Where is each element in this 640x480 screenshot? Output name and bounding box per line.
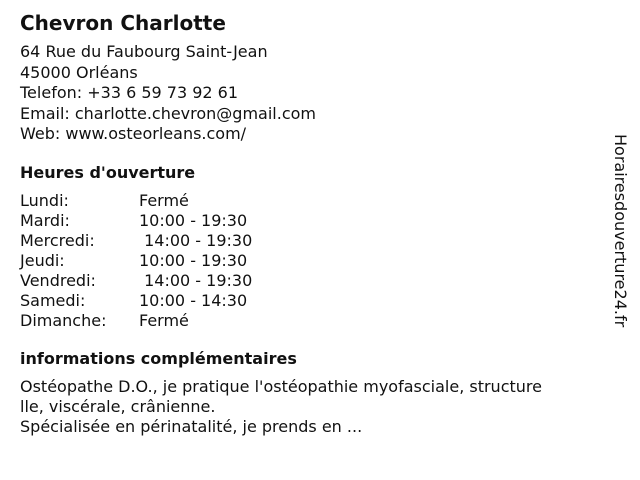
- hours-row-monday: [20, 191, 600, 211]
- business-card: [20, 10, 600, 437]
- hours-value: Fermé: [139, 310, 189, 330]
- hours-value: Fermé: [139, 190, 189, 210]
- additional-info-title: informations complémentaires: [20, 348, 297, 368]
- hours-row-sunday: [20, 311, 600, 331]
- hours-value: 10:00 - 14:30: [139, 290, 248, 310]
- day-label: Samedi:: [20, 290, 86, 310]
- day-label: Dimanche:: [20, 310, 107, 330]
- hours-value: 14:00 - 19:30: [139, 270, 253, 290]
- info-line-3: Spécialisée en périnatalité, je prends en ...: [20, 416, 363, 436]
- hours-row-friday: [20, 271, 600, 291]
- hours-value: 10:00 - 19:30: [139, 210, 248, 230]
- address-line-2: 45000 Orléans: [20, 62, 138, 82]
- site-watermark: Horairesdouverture24.fr: [611, 134, 630, 328]
- day-label: Lundi:: [20, 190, 69, 210]
- additional-info-text: [20, 377, 595, 437]
- hours-row-wednesday: [20, 231, 600, 251]
- phone-line[interactable]: Telefon: +33 6 59 73 92 61: [20, 83, 239, 102]
- info-line-1: Ostéopathe D.O., je pratique l'ostéopathie myofasciale, structure: [20, 376, 542, 396]
- info-line-2: lle, viscérale, crânienne.: [20, 396, 216, 416]
- opening-hours-title: Heures d'ouverture: [20, 162, 196, 182]
- address-line-1: 64 Rue du Faubourg Saint-Jean: [20, 42, 268, 61]
- email-line[interactable]: Email: charlotte.chevron@gmail.com: [20, 103, 316, 123]
- hours-value: 10:00 - 19:30: [139, 250, 248, 270]
- day-label: Jeudi:: [20, 250, 65, 270]
- day-label: Mercredi:: [20, 230, 95, 250]
- contact-block: [20, 42, 600, 145]
- website-line[interactable]: Web: www.osteorleans.com/: [20, 124, 247, 143]
- opening-hours-table: [20, 191, 600, 331]
- hours-value: 14:00 - 19:30: [139, 230, 253, 250]
- business-name: Chevron Charlotte: [20, 11, 226, 35]
- hours-row-saturday: [20, 291, 600, 311]
- hours-row-thursday: [20, 251, 600, 271]
- hours-row-tuesday: [20, 211, 600, 231]
- day-label: Vendredi:: [20, 270, 96, 290]
- day-label: Mardi:: [20, 210, 70, 230]
